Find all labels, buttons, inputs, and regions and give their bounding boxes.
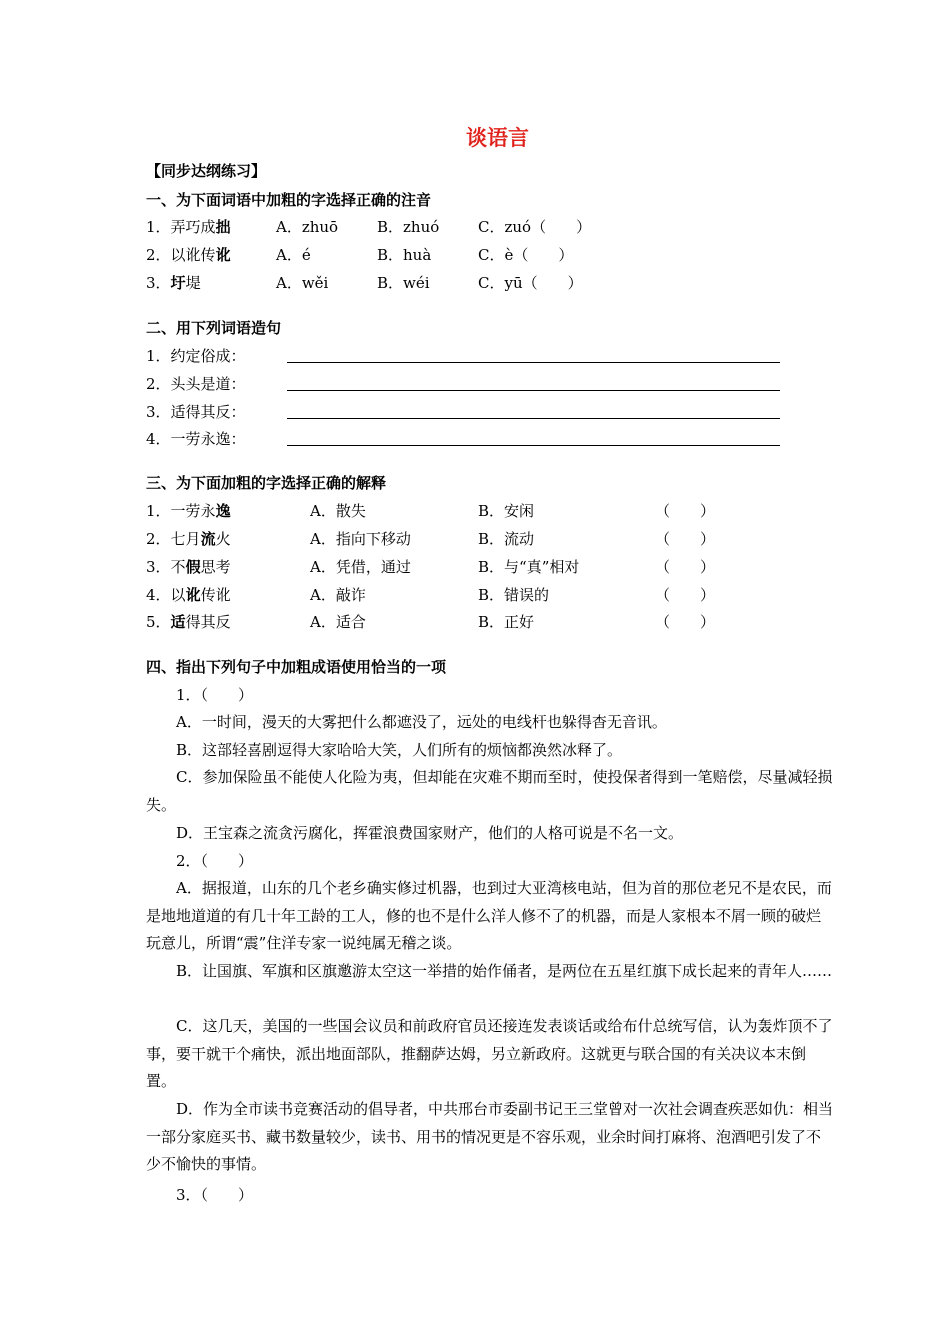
option-a: A．敲诈 [310,586,366,604]
option-a: A．散失 [310,502,366,520]
item-text-pre: 七月 [170,530,201,548]
s2-item-2: 2．头头是道： [146,375,246,393]
item-text-post: 堤 [185,274,201,292]
item-number: 3． [146,274,171,292]
s3-item-3 [146,557,716,577]
answer-parens: （ ） [655,613,716,631]
item-number: 4． [146,586,171,604]
option-b: B．zhuó [377,218,440,236]
q1-number: 1．（ ） [176,686,254,704]
q1-option-c: C．参加保险虽不能使人化险为夷，但却能在灾难不期而至时，使投保者得到一笔赔偿，尽量减轻损失。 [146,768,833,814]
item-text-post: 思考 [200,558,231,576]
answer-parens: （ ） [655,586,716,604]
item-text-post: 得其反 [185,613,231,631]
item-bold-char: 假 [185,558,201,576]
section-tag: 【同步达纲练习】 [146,162,267,180]
s2-item-1: 1．约定俗成： [146,347,246,365]
item-bold-char: 拙 [215,218,231,236]
q2-option-c: C．这几天，美国的一些国会议员和前政府官员还接连发表谈话或给布什总统写信，认为轰炸顶不了事，要干就干个痛快，派出地面部队，推翻萨达姆，另立新政府。这就更与联合国的有关决议本末倒置。 [146,1017,833,1090]
item-number: 3． [146,558,171,576]
q2-number: 2．（ ） [176,852,254,870]
option-b: B．流动 [478,530,535,548]
q1-option-a: A．一时间，漫天的大雾把什么都遮没了，远处的电线杆也躲得杳无音讯。 [176,713,667,731]
section-1-heading: 一、为下面词语中加粗的字选择正确的注音 [146,191,432,209]
option-c: C．yū（ ） [478,274,583,292]
answer-parens: （ ） [655,502,716,520]
s2-item-3: 3．适得其反： [146,403,246,421]
item-number: 2． [146,246,171,264]
item-number: 1． [146,218,171,236]
item-text-post: 传讹 [200,586,231,604]
item-bold-char: 逸 [215,502,231,520]
item-text-post: 火 [215,530,231,548]
option-b: B．安闲 [478,502,535,520]
item-text-pre: 一劳永 [170,502,216,520]
page-title: 谈语言 [466,126,529,150]
item-text-pre: 不 [170,558,186,576]
s1-item-3 [146,273,583,293]
item-number: 1． [146,502,171,520]
item-bold-char: 流 [200,530,216,548]
item-number: 2． [146,530,171,548]
q3-number: 3．（ ） [176,1186,254,1204]
section-2-heading: 二、用下列词语造句 [146,319,282,337]
answer-parens: （ ） [655,530,716,548]
option-a: A．指向下移动 [310,530,411,548]
section-4-heading: 四、指出下列句子中加粗成语使用恰当的一项 [146,658,447,676]
section-3-heading: 三、为下面加粗的字选择正确的解释 [146,474,387,492]
answer-line[interactable] [287,445,780,446]
option-b: B．与“真”相对 [478,558,580,576]
item-number: 5． [146,613,171,631]
s1-item-1 [146,217,592,237]
s2-item-4: 4．一劳永逸： [146,430,246,448]
item-text-pre: 弄巧成 [170,218,216,236]
option-c: C．è（ ） [478,246,574,264]
answer-line[interactable] [287,390,780,391]
item-text-pre: 以 [170,586,186,604]
option-b: B．wéi [377,274,430,292]
item-bold-char: 讹 [215,246,231,264]
option-b: B．huà [377,246,432,264]
option-c: C．zuó（ ） [478,218,592,236]
option-b: B．错误的 [478,586,550,604]
answer-line[interactable] [287,418,780,419]
q1-option-b: B．这部轻喜剧逗得大家哈哈大笑，人们所有的烦恼都涣然冰释了。 [176,741,623,759]
q2-option-a: A．据报道，山东的几个老乡确实修过机器，也到过大亚湾核电站，但为首的那位老兄不是农民，而是地地道道的有几十年工龄的工人，修的也不是什么洋人修不了的机器，而是人家根本不屑一顾的破烂玩意儿，所谓“震”住洋专家一说纯属无稽之谈。 [146,879,832,952]
q2-option-d: D．作为全市读书竞赛活动的倡导者，中共邢台市委副书记王三堂曾对一次社会调查疾恶如仇：相当一部分家庭买书、藏书数量较少，读书、用书的情况更是不容乐观，业余时间打麻将、泡酒吧引发了不少不愉快的事情。 [146,1100,834,1173]
option-b: B．正好 [478,613,535,631]
item-bold-char: 适 [170,613,186,631]
s3-item-5 [146,612,716,632]
answer-parens: （ ） [655,558,716,576]
item-bold-char: 圩 [170,274,186,292]
option-a: A．凭借，通过 [310,558,411,576]
s3-item-1 [146,501,716,521]
answer-line[interactable] [287,362,780,363]
option-a: A．é [276,246,311,264]
s3-item-4 [146,585,716,605]
item-text-pre: 以讹传 [170,246,216,264]
option-a: A．zhuō [276,218,339,236]
item-bold-char: 讹 [185,586,201,604]
option-a: A．wěi [276,274,329,292]
q2-option-b: B．让国旗、军旗和区旗邀游太空这一举措的始作俑者，是两位在五星红旗下成长起来的青年人…… [176,962,833,980]
q1-option-d: D．王宝森之流贪污腐化，挥霍浪费国家财产，他们的人格可说是不名一文。 [176,824,684,842]
option-a: A．适合 [310,613,366,631]
s3-item-2 [146,529,716,549]
s1-item-2 [146,245,574,265]
